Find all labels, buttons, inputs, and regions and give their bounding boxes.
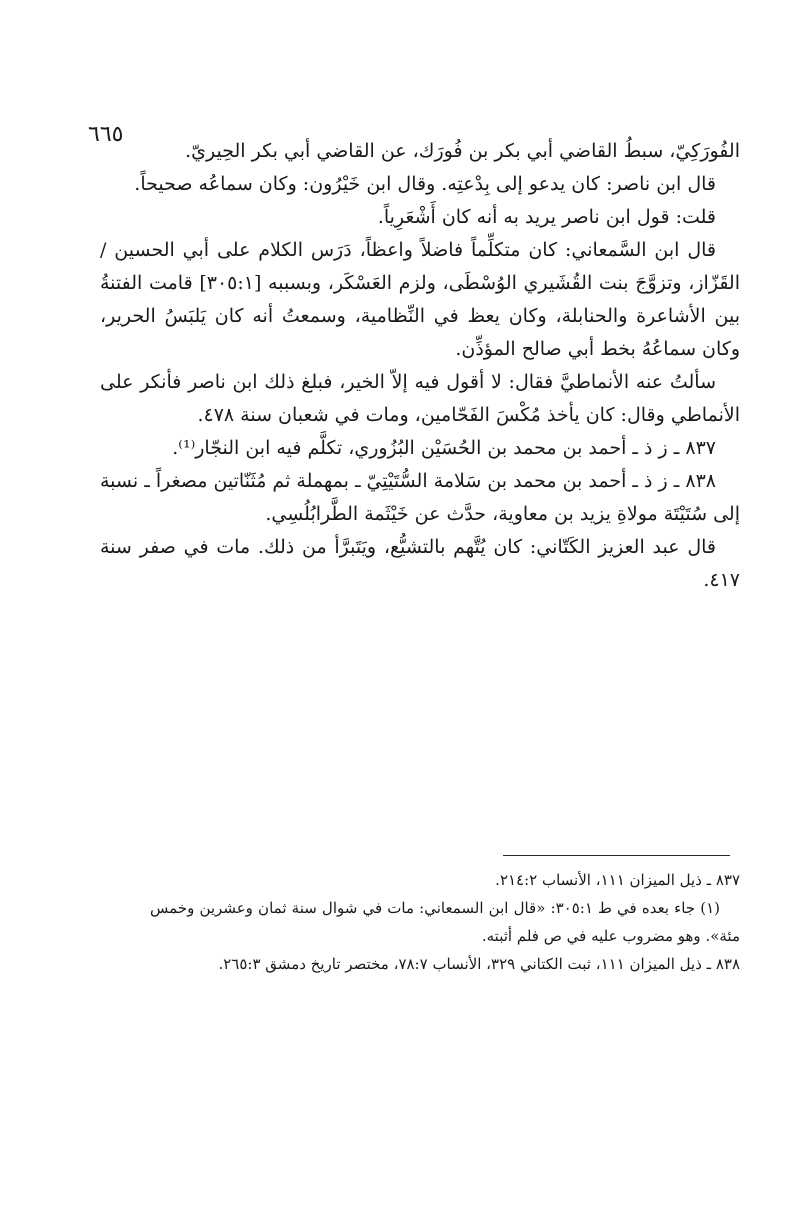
footnote-1: (١) جاء بعده في ط ٣٠٥:١: «قال ابن السمعاني: مات في شوال سنة ثمان وعشرين وخمس مئة». وهو مضروب عليه في ص فلم أثبته.: [150, 899, 740, 945]
paragraph-anmati: سألتُ عنه الأنماطيَّ فقال: لا أقول فيه إلاّ الخير، فبلغ ذلك ابن ناصر فأنكر على الأنماطي وقال: كان يأخذ مُكْسَ الفَحّامين، ومات في شعبان سنة ٤٧٨.: [100, 371, 740, 426]
entry-838: ٨٣٨ ـ ز ذ ـ أحمد بن محمد بن سَلامة السُّتَيْتِيّ ـ بمهملة ثم مُثَنّاتين مصغراً ـ نسبة إلى سُتَيْتَة مولاةِ يزيد بن معاوية، حدَّث عن خَيْثَمة الطَّرابُلُسِي.: [100, 470, 740, 525]
footnote-837: ٨٣٧ ـ ذيل الميزان ١١١، الأنساب ٢١٤:٢.: [495, 871, 740, 889]
main-text: [100, 135, 740, 597]
paragraph-ibn-samani: قال ابن السَّمعاني: كان متكلِّماً فاضلاً واعظاً، دَرَس الكلام على أبي الحسين / القَزّاز، وتزوَّجَ بنت القُشَيري الوُسْطَى، ولزم العَسْكَر، وبسببه [٣٠٥:١] قامت الفتنةُ بين الأشاعرة والحنابلة، وكان يعظ في النِّظامية، وسمعتُ أنه كان يَلبَسُ الحرير، وكان سماعُهُ بخط أبي صالح المؤذِّن.: [100, 239, 740, 360]
paragraph-fourakki: الفُورَكِيّ، سبطُ القاضي أبي بكر بن فُورَك، عن القاضي أبي بكر الحِيريّ.: [185, 140, 740, 162]
footnotes: [150, 866, 740, 978]
paragraph-kattani: قال عبد العزيز الكَتّاني: كان يُتَّهم بالتشيُّع، ويَتَبرَّأ من ذلك. مات في صفر سنة ٤١٧.: [100, 536, 740, 591]
footnote-divider: [503, 855, 730, 856]
footnote-838: ٨٣٨ ـ ذيل الميزان ١١١، ثبت الكتاني ٣٢٩، الأنساب ٧٨:٧، مختصر تاريخ دمشق ٢٦٥:٣.: [218, 955, 740, 973]
entry-837: ٨٣٧ ـ ز ذ ـ أحمد بن محمد بن الحُسَيْن البُزُوري، تكلَّم فيه ابن النجّار⁽¹⁾.: [172, 437, 716, 459]
page-number: ٦٦٥: [88, 122, 124, 147]
paragraph-qultu: قلت: قول ابن ناصر يريد به أنه كان أَشْعَرِياً.: [377, 206, 716, 228]
paragraph-ibn-nasir: قال ابن ناصر: كان يدعو إلى بِدْعتِه. وقال ابن خَيْرُون: وكان سماعُه صحيحاً.: [134, 173, 716, 195]
